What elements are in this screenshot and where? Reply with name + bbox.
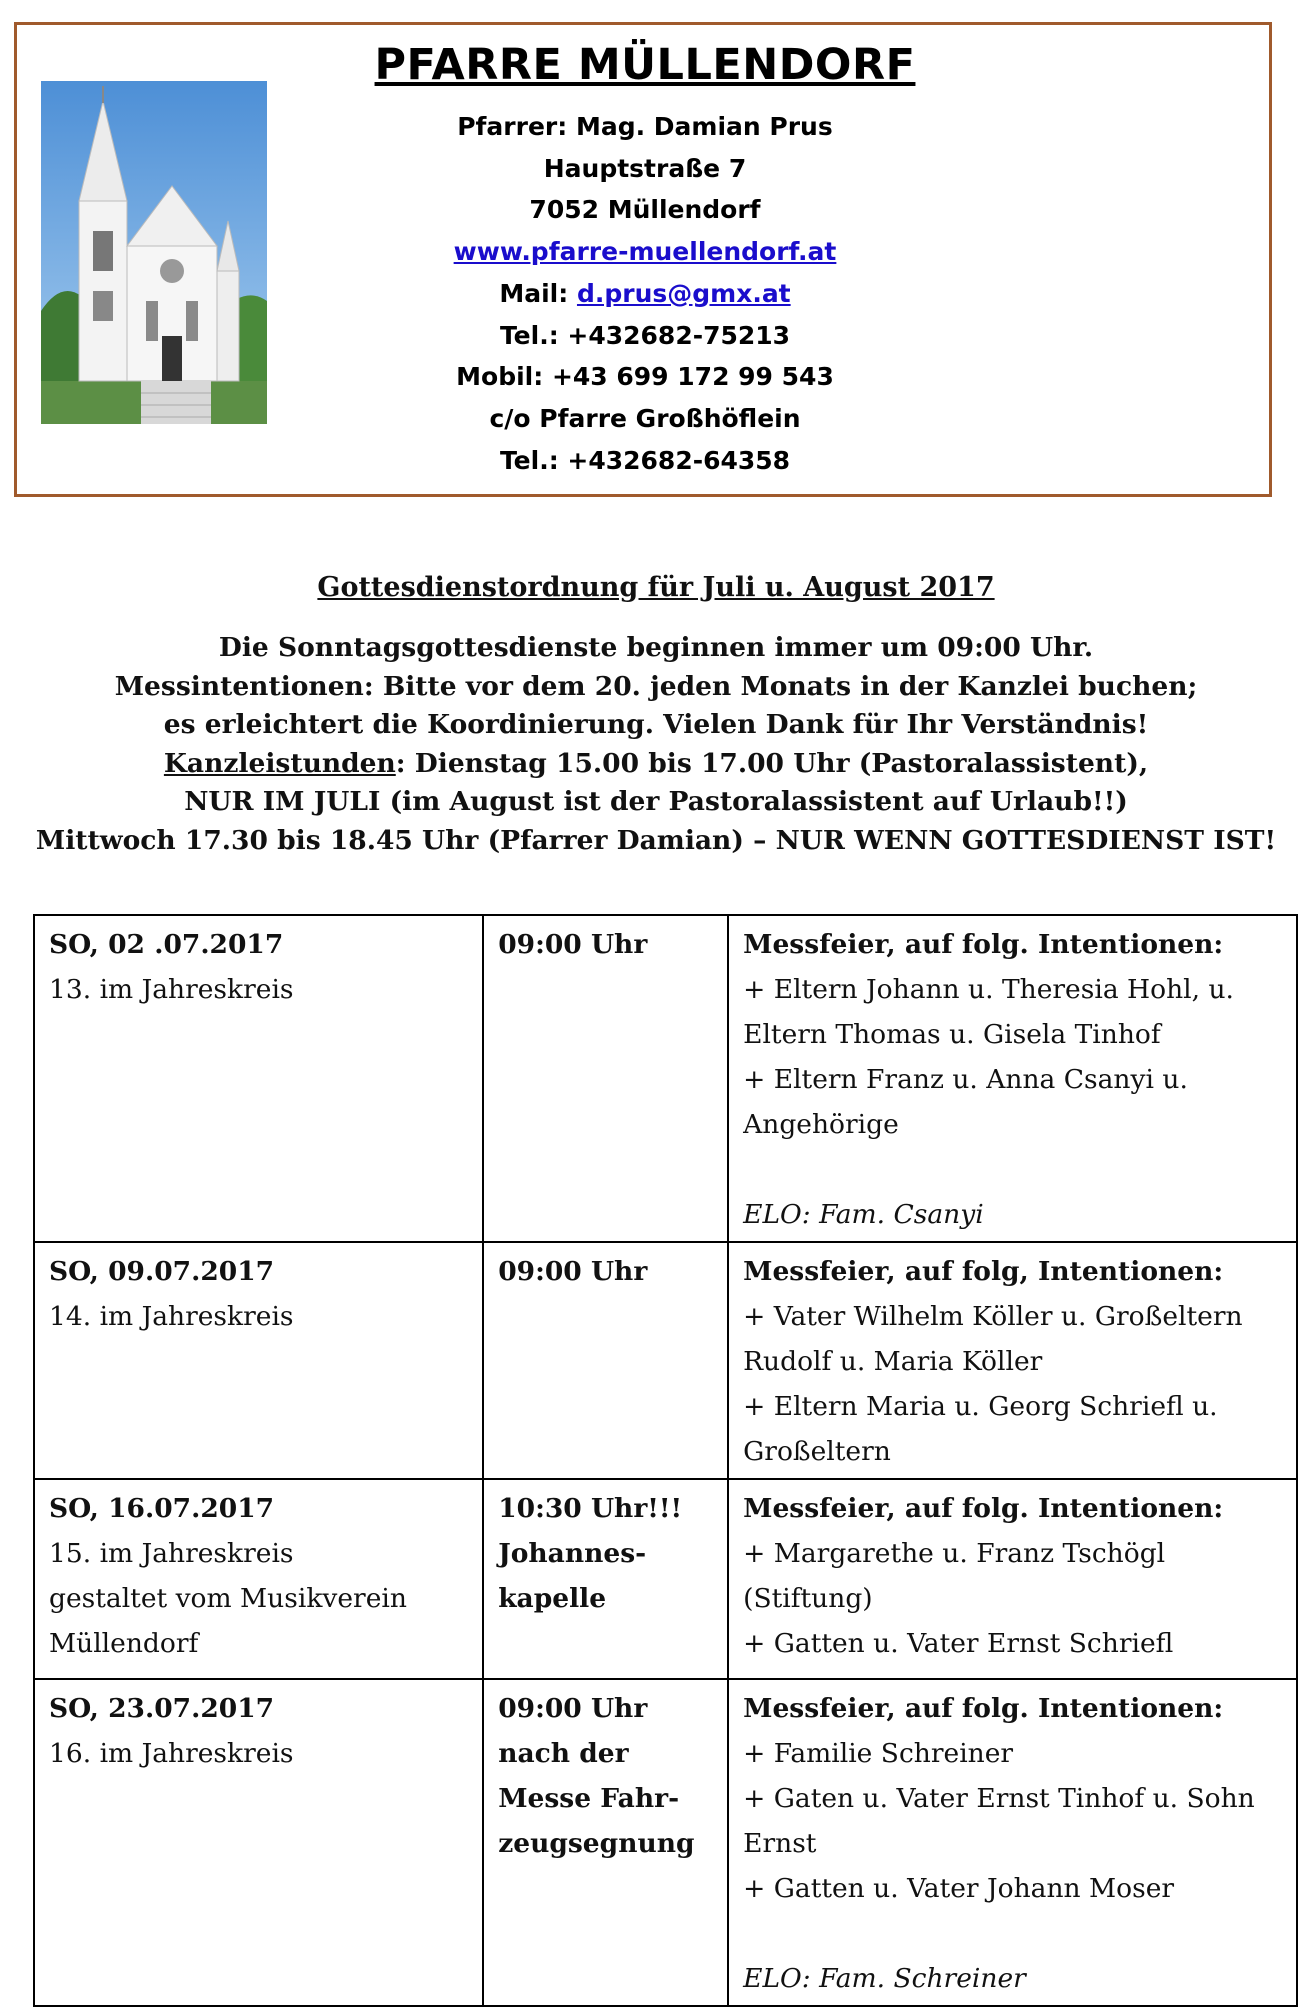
header-contact (340, 40, 950, 481)
phone2-line: Tel.: +432682-64358 (499, 445, 791, 475)
intentions-cell (728, 1679, 1297, 2006)
date-cell (34, 915, 483, 1242)
mail-line (340, 273, 950, 315)
intention-line: + Gatten u. Vater Johann Moser (743, 1873, 1175, 1904)
occasion: 16. im Jahreskreis (49, 1738, 294, 1769)
church-photo (41, 81, 267, 424)
table-row (34, 915, 1297, 1242)
intentions-heading: Messfeier, auf folg. Intentionen: (743, 1493, 1224, 1524)
city-line: 7052 Müllendorf (529, 195, 761, 225)
occasion: 13. im Jahreskreis (49, 974, 294, 1005)
intention-line: + Eltern Johann u. Theresia Hohl, u. (743, 974, 1234, 1005)
schedule-table (33, 914, 1298, 2007)
date-cell (34, 1242, 483, 1479)
time-cell (483, 915, 728, 1242)
table-row (34, 1679, 1297, 2006)
occasion: Müllendorf (49, 1628, 199, 1659)
notice-line-1: Die Sonntagsgottesdienste beginnen immer um 09:00 Uhr. (218, 632, 1094, 663)
occasion: gestaltet vom Musikverein (49, 1583, 407, 1614)
notice-line-4 (20, 745, 1292, 784)
notice-line-2: Messintentionen: Bitte vor dem 20. jeden Monats in der Kanzlei buchen; (114, 670, 1198, 702)
service-date: SO, 09.07.2017 (49, 1256, 275, 1287)
table-row (34, 1479, 1297, 1679)
service-location: kapelle (498, 1583, 607, 1614)
intention-line: + Vater Wilhelm Köller u. Großeltern (743, 1301, 1243, 1332)
mail-link[interactable]: d.prus@gmx.at (576, 278, 791, 308)
website-link[interactable]: www.pfarre-muellendorf.at (453, 237, 837, 267)
service-note: Messe Fahr- (498, 1783, 680, 1814)
service-time: 09:00 Uhr (498, 1256, 648, 1287)
elo-note: ELO: Fam. Csanyi (743, 1199, 984, 1230)
parish-title: PFARRE MÜLLENDORF (374, 40, 916, 90)
intention-line: + Margarethe u. Franz Tschögl (743, 1538, 1166, 1569)
service-date: SO, 23.07.2017 (49, 1693, 275, 1724)
intentions-heading: Messfeier, auf folg, Intentionen: (743, 1256, 1224, 1287)
time-cell (483, 1242, 728, 1479)
notice-line-5: NUR IM JULI (im August ist der Pastoralassistent auf Urlaub!!) (184, 786, 1128, 818)
service-time: 10:30 Uhr!!! (498, 1493, 683, 1524)
service-note: nach der (498, 1738, 629, 1769)
pastor-line: Pfarrer: Mag. Damian Prus (457, 112, 833, 141)
office-hours-text: : Dienstag 15.00 bis 17.00 Uhr (Pastoralassistent), (395, 747, 1149, 779)
phone-line: Tel.: +432682-75213 (499, 320, 791, 350)
intention-line: Angehörige (743, 1109, 899, 1140)
intentions-cell (728, 915, 1297, 1242)
service-notice (20, 572, 1292, 861)
occasion: 15. im Jahreskreis (49, 1538, 294, 1569)
notice-line-3: es erleichtert die Koordinierung. Vielen Dank für Ihr Verständnis! (163, 709, 1149, 741)
care-of-line: c/o Pfarre Großhöflein (489, 403, 801, 433)
service-date: SO, 16.07.2017 (49, 1493, 275, 1524)
website-line (340, 231, 950, 273)
mail-label: Mail: (499, 278, 577, 308)
notice-line-6: Mittwoch 17.30 bis 18.45 Uhr (Pfarrer Damian) – NUR WENN GOTTESDIENST IST! (35, 824, 1277, 856)
elo-note: ELO: Fam. Schreiner (743, 1963, 1026, 1994)
intention-line: + Eltern Franz u. Anna Csanyi u. (743, 1064, 1188, 1095)
time-cell (483, 1679, 728, 2006)
intention-line: Rudolf u. Maria Köller (743, 1346, 1043, 1377)
intentions-cell (728, 1479, 1297, 1679)
intention-line: Großeltern (743, 1436, 891, 1467)
table-row (34, 1242, 1297, 1479)
date-cell (34, 1679, 483, 2006)
intention-line: + Gaten u. Vater Ernst Tinhof u. Sohn (743, 1783, 1255, 1814)
time-cell (483, 1479, 728, 1679)
intention-line: Ernst (743, 1828, 817, 1859)
intention-line: + Gatten u. Vater Ernst Schriefl (743, 1628, 1174, 1659)
notice-title: Gottesdienstordnung für Juli u. August 2017 (317, 572, 995, 603)
intentions-cell (728, 1242, 1297, 1479)
occasion: 14. im Jahreskreis (49, 1301, 294, 1332)
intention-line: + Familie Schreiner (743, 1738, 1014, 1769)
date-cell (34, 1479, 483, 1679)
office-hours-label: Kanzleistunden (163, 747, 396, 779)
intentions-heading: Messfeier, auf folg. Intentionen: (743, 1693, 1224, 1724)
intention-line: (Stiftung) (743, 1583, 873, 1614)
service-time: 09:00 Uhr (498, 1693, 648, 1724)
mobile-line: Mobil: +43 699 172 99 543 (456, 362, 834, 392)
service-time: 09:00 Uhr (498, 929, 648, 960)
intentions-heading: Messfeier, auf folg. Intentionen: (743, 929, 1224, 960)
service-date: SO, 02 .07.2017 (49, 929, 284, 960)
intention-line: Eltern Thomas u. Gisela Tinhof (743, 1019, 1161, 1050)
street-line: Hauptstraße 7 (543, 153, 747, 183)
intention-line: + Eltern Maria u. Georg Schriefl u. (743, 1391, 1218, 1422)
service-location: Johannes- (498, 1538, 647, 1569)
service-note: zeugsegnung (498, 1828, 695, 1859)
